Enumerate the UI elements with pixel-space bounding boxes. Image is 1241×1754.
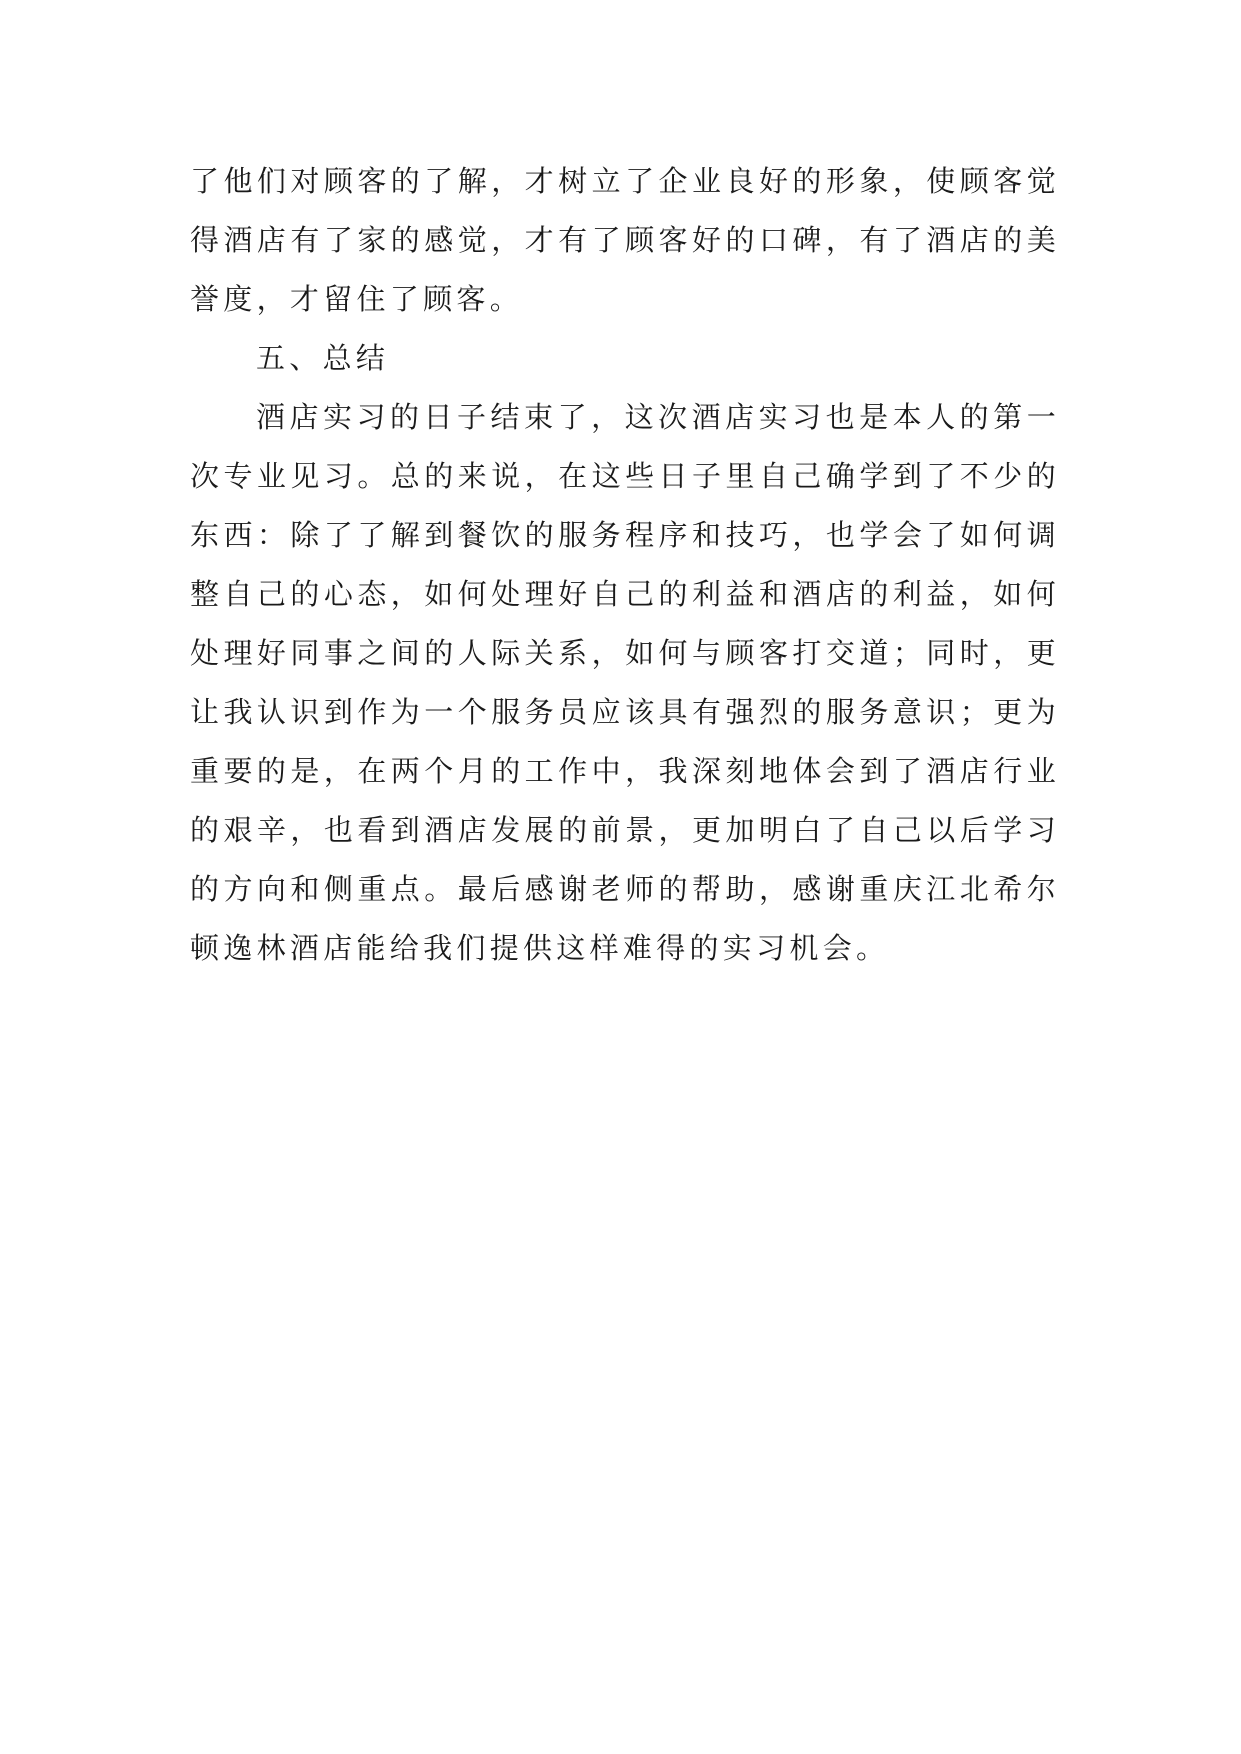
section-heading-summary: 五、总结 [256, 341, 390, 375]
body-text [190, 152, 1060, 978]
paragraph-continuation: 了他们对顾客的了解，才树立了企业良好的形象，使顾客觉得酒店有了家的感觉，才有了顾客好的口碑，有了酒店的美誉度，才留住了顾客。 [190, 164, 1060, 316]
paragraph-summary: 酒店实习的日子结束了，这次酒店实习也是本人的第一次专业见习。总的来说，在这些日子里自己确学到了不少的东西：除了了解到餐饮的服务程序和技巧，也学会了如何调整自己的心态，如何处理好自己的利益和酒店的利益，如何处理好同事之间的人际关系，如何与顾客打交道；同时，更让我认识到作为一个服务员应该具有强烈的服务意识；更为重要的是，在两个月的工作中，我深刻地体会到了酒店行业的艰辛，也看到酒店发展的前景，更加明白了自己以后学习的方向和侧重点。最后感谢老师的帮助，感谢重庆江北希尔顿逸林酒店能给我们提供这样难得的实习机会。 [190, 400, 1060, 965]
